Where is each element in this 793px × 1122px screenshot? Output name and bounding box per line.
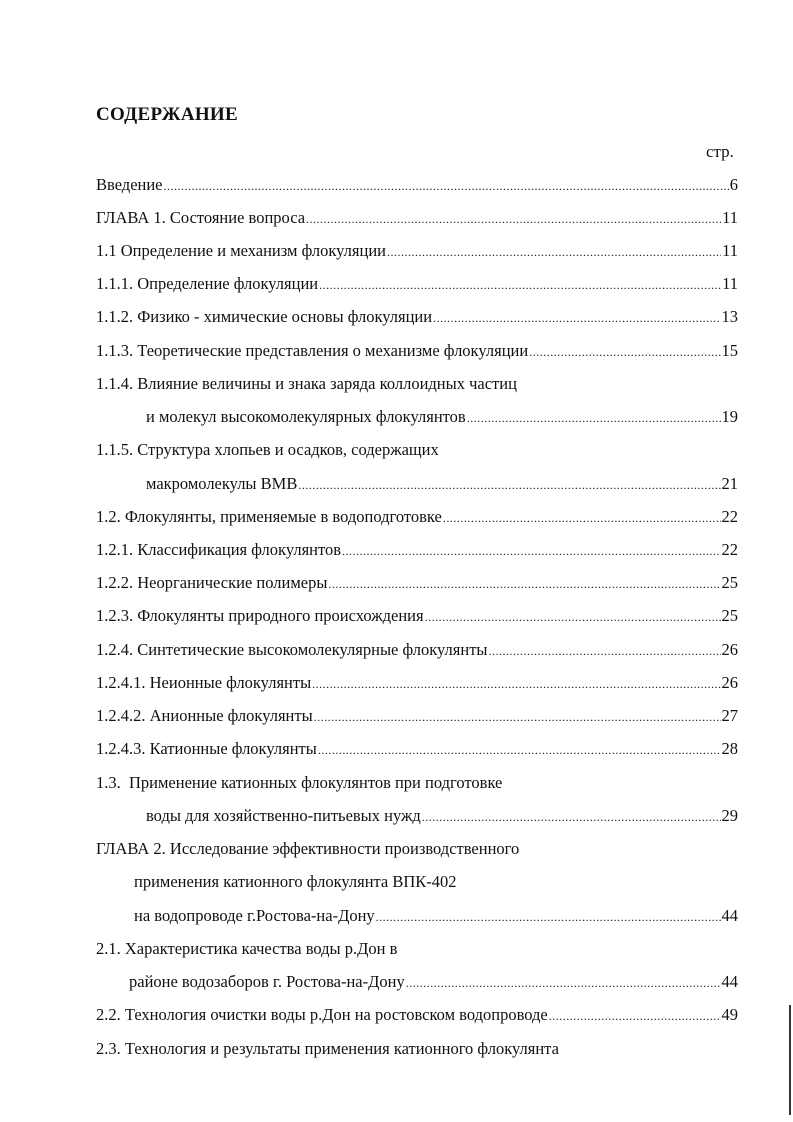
toc-leader-dots bbox=[328, 574, 720, 594]
toc-entry-text: Введение bbox=[96, 175, 163, 194]
toc-entry-introduction bbox=[96, 175, 738, 196]
toc-entry-page: 25 bbox=[721, 573, 738, 592]
toc-entry-page: 11 bbox=[722, 241, 738, 260]
toc-entry-2-3 bbox=[96, 1039, 559, 1059]
toc-entry-page: 13 bbox=[721, 307, 738, 326]
toc-leader-dots bbox=[314, 707, 721, 727]
toc-entry-1-2-4-1 bbox=[96, 673, 738, 694]
toc-entry-page: 11 bbox=[722, 274, 738, 293]
toc-entry-1-2-4 bbox=[96, 640, 738, 661]
toc-entry-page: 11 bbox=[722, 208, 738, 227]
toc-entry-text: на водопроводе г.Ростова-на-Дону bbox=[134, 906, 375, 925]
toc-entry-text: 1.1.2. Физико - химические основы флокуляции bbox=[96, 307, 433, 326]
toc-leader-dots bbox=[319, 275, 721, 295]
toc-entry-text: 1.2. Флокулянты, применяемые в водоподготовке bbox=[96, 507, 442, 526]
toc-entry-page: 15 bbox=[721, 341, 738, 360]
toc-entry-text: 1.2.4.2. Анионные флокулянты bbox=[96, 706, 313, 725]
toc-entry-page: 26 bbox=[721, 673, 738, 692]
toc-entry-text: применения катионного флокулянта ВПК-402 bbox=[134, 872, 457, 891]
toc-leader-dots bbox=[406, 973, 721, 993]
toc-entry-1-3-cont bbox=[146, 806, 738, 827]
toc-entry-text: 1.2.4. Синтетические высокомолекулярные флокулянты bbox=[96, 640, 488, 659]
toc-entry-1-1-4 bbox=[96, 374, 517, 394]
toc-leader-dots bbox=[164, 176, 729, 196]
toc-leader-dots bbox=[549, 1006, 721, 1026]
toc-entry-text: 1.1.5. Структура хлопьев и осадков, содержащих bbox=[96, 440, 439, 459]
toc-entry-1-1-2 bbox=[96, 307, 738, 328]
toc-entry-2-1-cont bbox=[129, 972, 738, 993]
toc-leader-dots bbox=[467, 408, 721, 428]
toc-entry-text: 1.2.4.1. Неионные флокулянты bbox=[96, 673, 312, 692]
toc-entry-text: и молекул высокомолекулярных флокулянтов bbox=[146, 407, 466, 426]
toc-entry-1-1-1 bbox=[96, 274, 738, 295]
toc-entry-text: ГЛАВА 1. Состояние вопроса bbox=[96, 208, 306, 227]
toc-entry-2-1 bbox=[96, 939, 397, 959]
toc-entry-text: 1.1.3. Теоретические представления о механизме флокуляции bbox=[96, 341, 529, 360]
toc-entry-2-2 bbox=[96, 1005, 738, 1026]
toc-entry-text: 1.1 Определение и механизм флокуляции bbox=[96, 241, 386, 260]
toc-entry-page: 49 bbox=[721, 1005, 738, 1024]
toc-entry-chapter-2 bbox=[96, 839, 519, 859]
toc-entry-text: 1.2.3. Флокулянты природного происхождения bbox=[96, 606, 424, 625]
toc-entry-page: 44 bbox=[721, 906, 738, 925]
toc-leader-dots bbox=[443, 508, 721, 528]
toc-entry-text: 1.1.4. Влияние величины и знака заряда коллоидных частиц bbox=[96, 374, 517, 393]
toc-entry-1-2-4-3 bbox=[96, 739, 738, 760]
toc-leader-dots bbox=[387, 242, 721, 262]
toc-entry-page: 26 bbox=[721, 640, 738, 659]
toc-entry-page: 19 bbox=[721, 407, 738, 426]
toc-entry-1-2-2 bbox=[96, 573, 738, 594]
toc-entry-page: 27 bbox=[721, 706, 738, 725]
toc-entry-page: 22 bbox=[721, 540, 738, 559]
toc-leader-dots bbox=[312, 674, 720, 694]
toc-entry-text: районе водозаборов г. Ростова-на-Дону bbox=[129, 972, 405, 991]
toc-leader-dots bbox=[318, 740, 721, 760]
toc-entry-page: 25 bbox=[721, 606, 738, 625]
toc-entry-text: 1.3. Применение катионных флокулянтов при подготовке bbox=[96, 773, 503, 792]
toc-leader-dots bbox=[489, 641, 721, 661]
toc-entry-1-1-4-cont bbox=[146, 407, 738, 428]
toc-entry-text: макромолекулы ВМВ bbox=[146, 474, 298, 493]
toc-entry-chapter-2-cont-2 bbox=[134, 906, 738, 927]
toc-entry-1-3 bbox=[96, 773, 502, 793]
toc-entry-text: 1.2.4.3. Катионные флокулянты bbox=[96, 739, 317, 758]
toc-entry-chapter-2-cont-1 bbox=[134, 872, 457, 892]
toc-entry-text: 2.2. Технология очистки воды р.Дон на ростовском водопроводе bbox=[96, 1005, 548, 1024]
toc-leader-dots bbox=[425, 607, 721, 627]
toc-entry-page: 28 bbox=[721, 739, 738, 758]
toc-entry-text: 1.2.1. Классификация флокулянтов bbox=[96, 540, 342, 559]
toc-entry-text: 1.1.1. Определение флокуляции bbox=[96, 274, 319, 293]
toc-entry-text: ГЛАВА 2. Исследование эффективности производственного bbox=[96, 839, 520, 858]
toc-leader-dots bbox=[342, 541, 720, 561]
toc-leader-dots bbox=[306, 209, 721, 229]
toc-entry-page: 22 bbox=[721, 507, 738, 526]
page-title: СОДЕРЖАНИЕ bbox=[96, 104, 238, 125]
scan-edge-line bbox=[789, 1005, 791, 1115]
toc-entry-page: 44 bbox=[721, 972, 738, 991]
toc-entry-1-1-5-cont bbox=[146, 474, 738, 495]
toc-entry-chapter-1 bbox=[96, 208, 738, 229]
toc-entry-1-2-1 bbox=[96, 540, 738, 561]
toc-entry-1-2 bbox=[96, 507, 738, 528]
toc-entry-text: воды для хозяйственно-питьевых нужд bbox=[146, 806, 421, 825]
toc-entry-page: 29 bbox=[721, 806, 738, 825]
toc-entry-1-2-3 bbox=[96, 606, 738, 627]
toc-leader-dots bbox=[529, 342, 720, 362]
toc-entry-1-1-3 bbox=[96, 341, 738, 362]
toc-entry-1-1 bbox=[96, 241, 738, 262]
page-column-label: стр. bbox=[706, 142, 734, 161]
toc-entry-1-1-5 bbox=[96, 440, 439, 460]
toc-leader-dots bbox=[298, 475, 720, 495]
toc-entry-page: 6 bbox=[729, 175, 738, 194]
toc-entry-page: 21 bbox=[721, 474, 738, 493]
toc-entry-1-2-4-2 bbox=[96, 706, 738, 727]
toc-entry-text: 2.1. Характеристика качества воды р.Дон в bbox=[96, 939, 398, 958]
toc-entry-text: 2.3. Технология и результаты применения катионного флокулянта bbox=[96, 1039, 559, 1058]
toc-entry-text: 1.2.2. Неорганические полимеры bbox=[96, 573, 328, 592]
toc-leader-dots bbox=[422, 807, 721, 827]
toc-leader-dots bbox=[376, 907, 721, 927]
toc-leader-dots bbox=[433, 308, 720, 328]
